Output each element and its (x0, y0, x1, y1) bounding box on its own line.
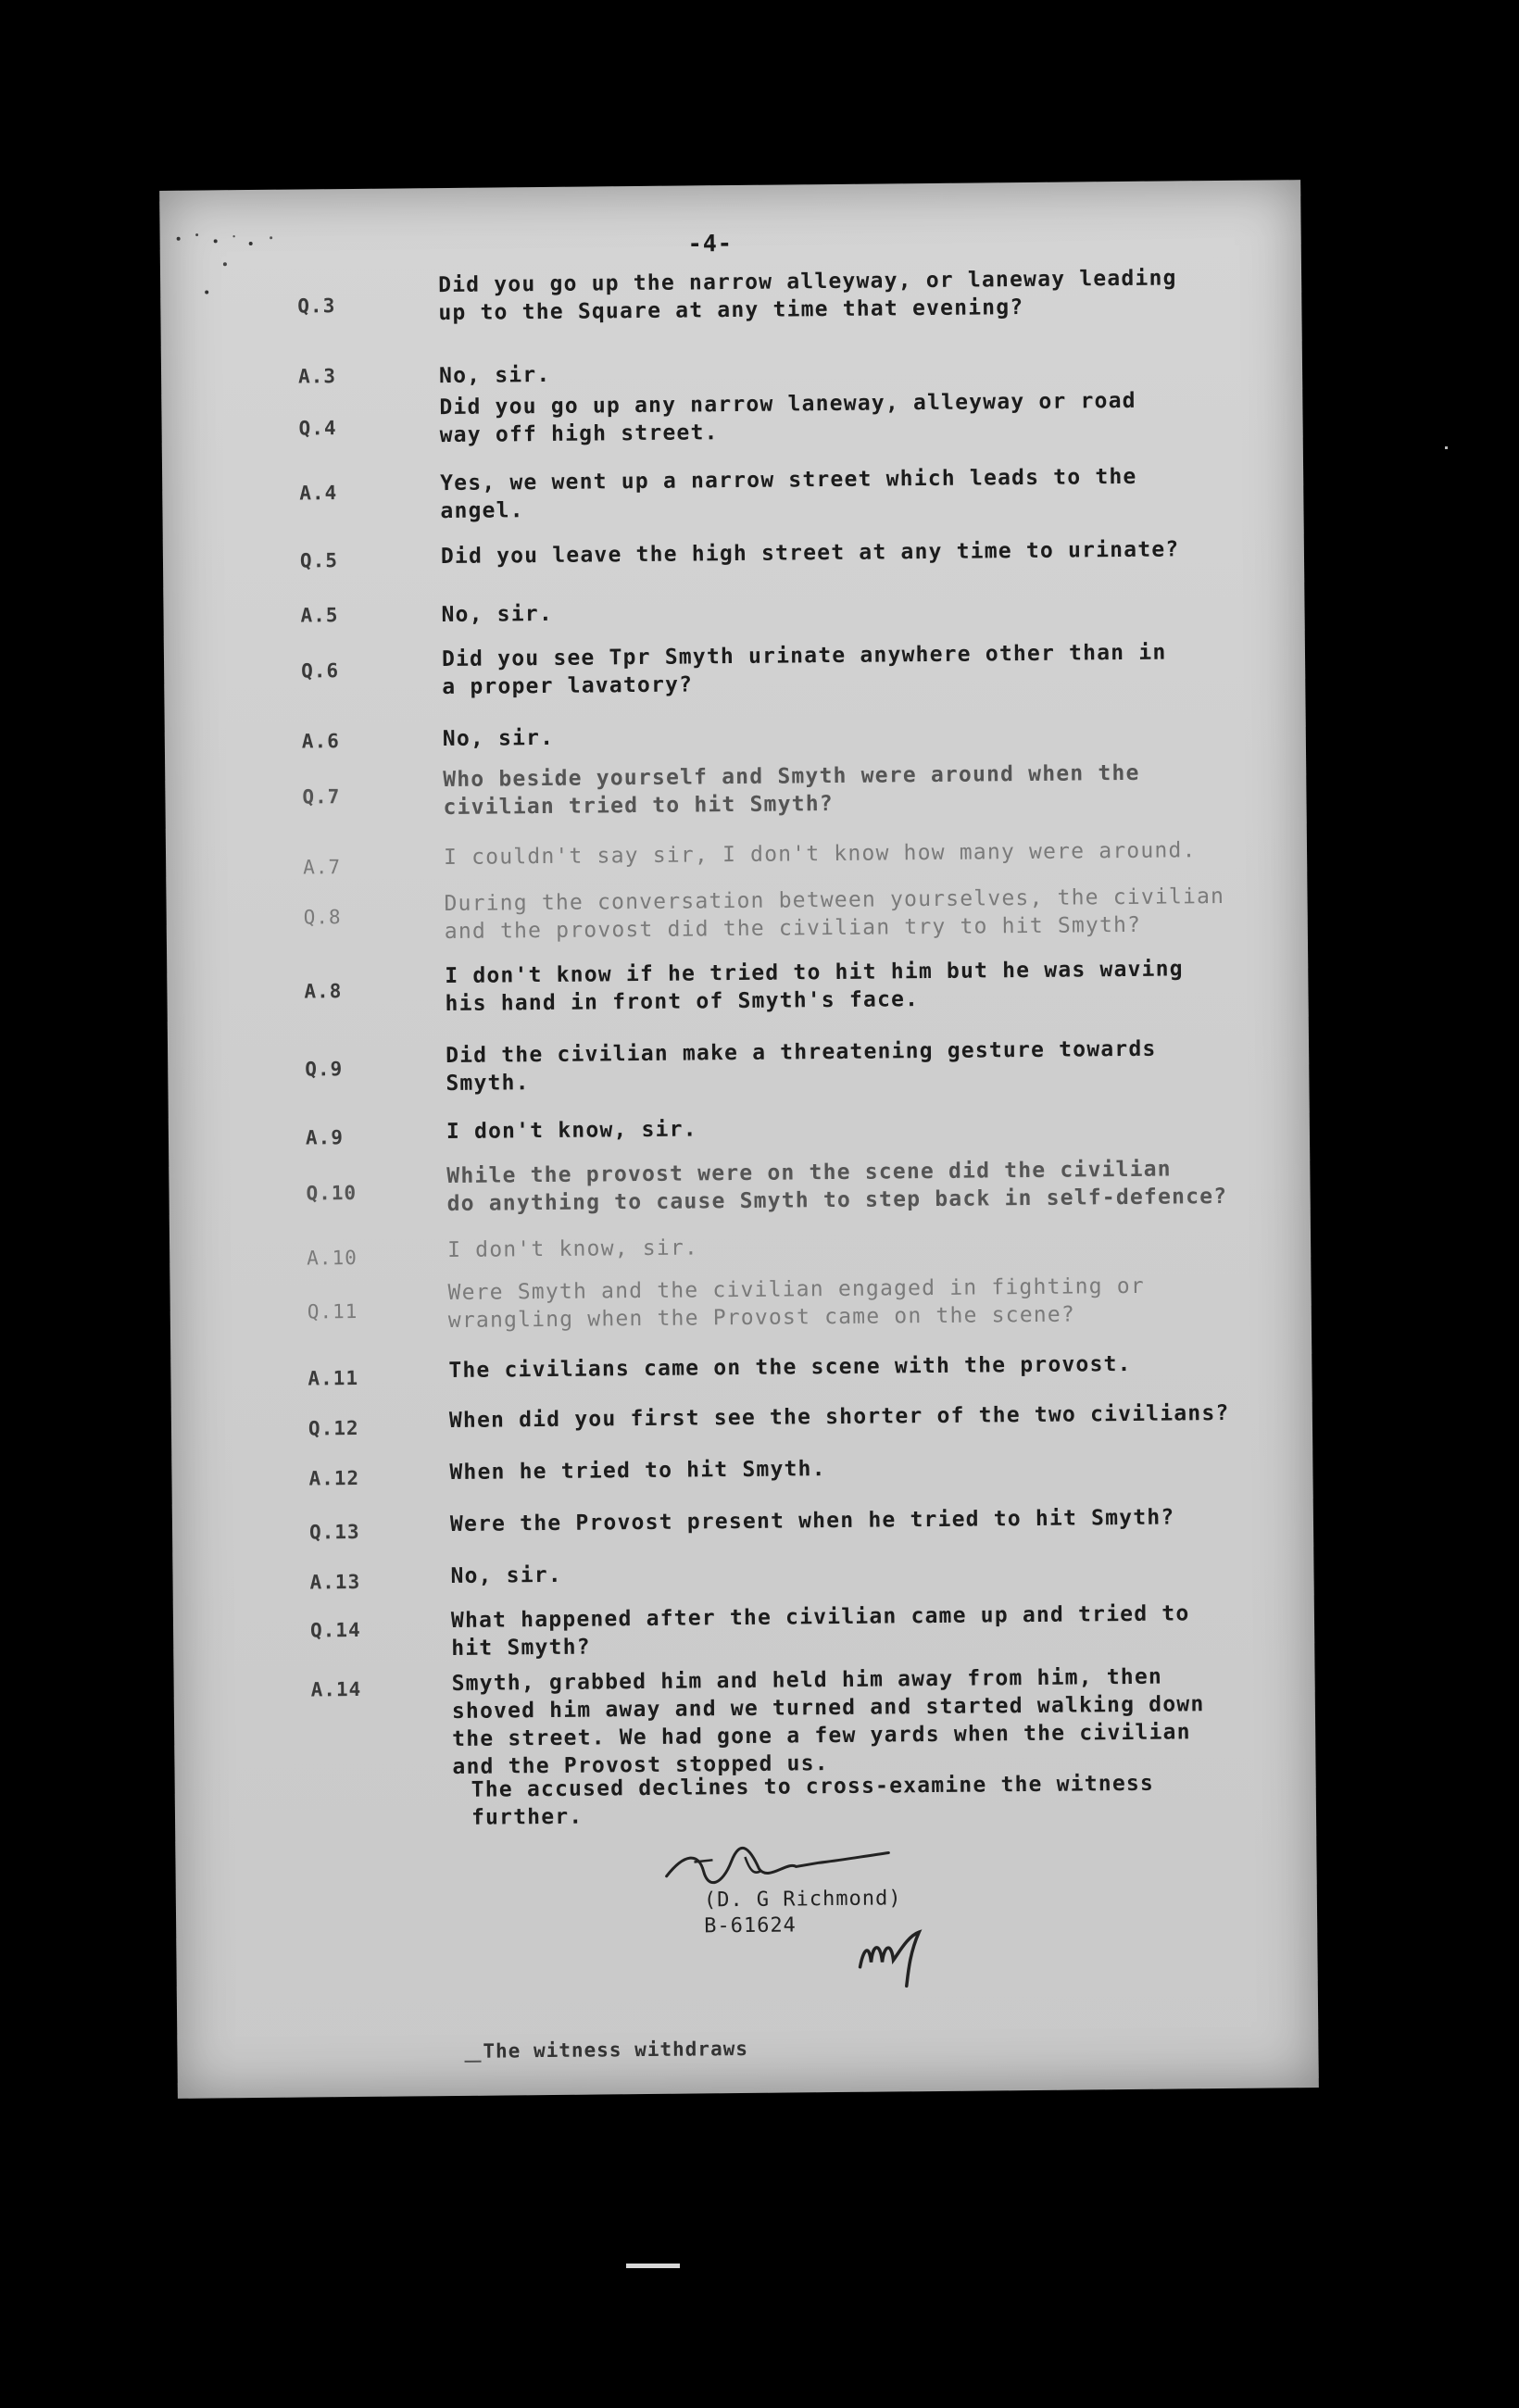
qa-text: I don't know if he tried to hit him but he was waving his hand in front of Smyth's face. (445, 957, 1184, 1017)
signatory-number: B-61624 (704, 1913, 797, 1938)
paper-specks (169, 227, 282, 311)
qa-item-a10 (169, 1228, 1311, 1270)
qa-item-a12 (171, 1450, 1312, 1490)
qa-text: No, sir. (442, 725, 555, 752)
qa-item-q7 (165, 758, 1306, 821)
qa-text: While the provost were on the scene did the civilian do anything to cause Smyth to step back in self-defence? (446, 1157, 1228, 1217)
qa-label: Q.14 (309, 1618, 361, 1642)
scan-mark (626, 2264, 680, 2268)
qa-item-a3 (161, 354, 1302, 389)
qa-label: A.14 (310, 1677, 362, 1701)
qa-text: Were Smyth and the civilian engaged in fighting or wrangling when the Provost came on the scene? (447, 1273, 1146, 1334)
qa-label: Q.4 (298, 417, 337, 440)
qa-text: When did you first see the shorter of the two civilians? (448, 1400, 1230, 1434)
closing-statement: The accused declines to cross-examine the witness further. (471, 1771, 1155, 1830)
qa-label: Q.3 (297, 295, 336, 318)
qa-text: Smyth, grabbed him and held him away from him, then shoved him away and we turned and started walking down the street. We had gone a few yards when the civilian and the Provost stopped us. (451, 1664, 1205, 1780)
qa-text: No, sir. (441, 601, 554, 628)
qa-label: A.9 (305, 1126, 345, 1149)
qa-text: During the conversation between yourselves, the civilian and the provost did the civilian try to hit Smyth? (444, 884, 1225, 945)
qa-item-q9 (168, 1034, 1309, 1097)
qa-label: Q.10 (306, 1181, 358, 1205)
qa-item-q8 (166, 882, 1307, 945)
qa-label: Q.8 (303, 906, 342, 929)
qa-label: A.10 (307, 1246, 358, 1270)
qa-text: Did you leave the high street at any time to urinate? (440, 537, 1180, 570)
qa-text: Yes, we went up a narrow street which leads to the angel. (440, 464, 1137, 524)
qa-text: What happened after the civilian came up and tried to hit Smyth? (450, 1601, 1190, 1662)
qa-item-a4 (162, 461, 1303, 524)
qa-text: No, sir. (438, 362, 551, 389)
page-number: -4- (687, 230, 734, 257)
qa-item-q13 (172, 1502, 1313, 1544)
qa-label: A.3 (297, 365, 337, 388)
qa-text: I don't know, sir. (446, 1117, 697, 1145)
qa-label: Q.9 (305, 1058, 344, 1081)
signatory-name: (D. G Richmond) (703, 1887, 902, 1913)
qa-label: Q.6 (301, 659, 340, 683)
qa-text: I don't know, sir. (447, 1235, 699, 1263)
qa-item-q5 (163, 534, 1304, 572)
qa-text: I couldn't say sir, I don't know how many were around. (443, 838, 1197, 871)
qa-label: Q.5 (299, 549, 339, 572)
qa-text: When he tried to hit Smyth. (449, 1457, 826, 1486)
qa-item-q6 (164, 637, 1305, 700)
qa-label: Q.12 (308, 1416, 359, 1440)
qa-label: Q.13 (308, 1520, 360, 1544)
qa-label: A.6 (301, 730, 340, 753)
withdraws-note: The witness withdraws (483, 2037, 749, 2063)
qa-text: Did you see Tpr Smyth urinate anywhere other than in a proper lavatory? (441, 640, 1167, 700)
qa-item-a13 (172, 1554, 1313, 1594)
qa-label: A.11 (308, 1366, 359, 1390)
qa-item-a6 (165, 717, 1306, 753)
scan-dust (1445, 446, 1448, 449)
qa-text: Did you go up any narrow laneway, alleyway or road way off high street. (439, 388, 1136, 448)
qa-item-q10 (169, 1154, 1310, 1217)
qa-label: A.13 (309, 1570, 361, 1594)
qa-item-a7 (166, 835, 1307, 879)
qa-label: A.4 (299, 482, 338, 505)
qa-text: Were the Provost present when he tried to hit Smyth? (449, 1505, 1175, 1537)
qa-item-a9 (169, 1110, 1310, 1149)
handwritten-initials (852, 1925, 936, 1990)
qa-label: A.5 (300, 604, 339, 627)
qa-item-a5 (163, 593, 1304, 628)
qa-label: Q.7 (302, 785, 341, 809)
qa-text: No, sir. (450, 1562, 563, 1589)
qa-item-q14 (173, 1599, 1314, 1662)
qa-text: Did you go up the narrow alleyway, or laneway leading up to the Square at any time that evening? (438, 266, 1177, 326)
qa-item-a8 (167, 954, 1308, 1017)
withdraw-rule (465, 2061, 482, 2063)
qa-text: Who beside yourself and Smyth were around when the civilian tried to hit Smyth? (443, 760, 1140, 821)
qa-label: Q.11 (307, 1299, 358, 1323)
qa-label: A.8 (304, 980, 343, 1003)
qa-item-q11 (169, 1271, 1311, 1334)
qa-item-q12 (171, 1398, 1312, 1440)
document-page (159, 180, 1319, 2099)
qa-label: A.7 (303, 856, 342, 879)
qa-item-a14 (173, 1662, 1314, 1780)
qa-label: A.12 (308, 1466, 360, 1490)
qa-text: The civilians came on the scene with the provost. (448, 1351, 1132, 1384)
qa-item-q3 (160, 263, 1301, 326)
qa-item-a11 (170, 1348, 1312, 1390)
qa-text: Did the civilian make a threatening gesture towards Smyth. (445, 1036, 1157, 1097)
